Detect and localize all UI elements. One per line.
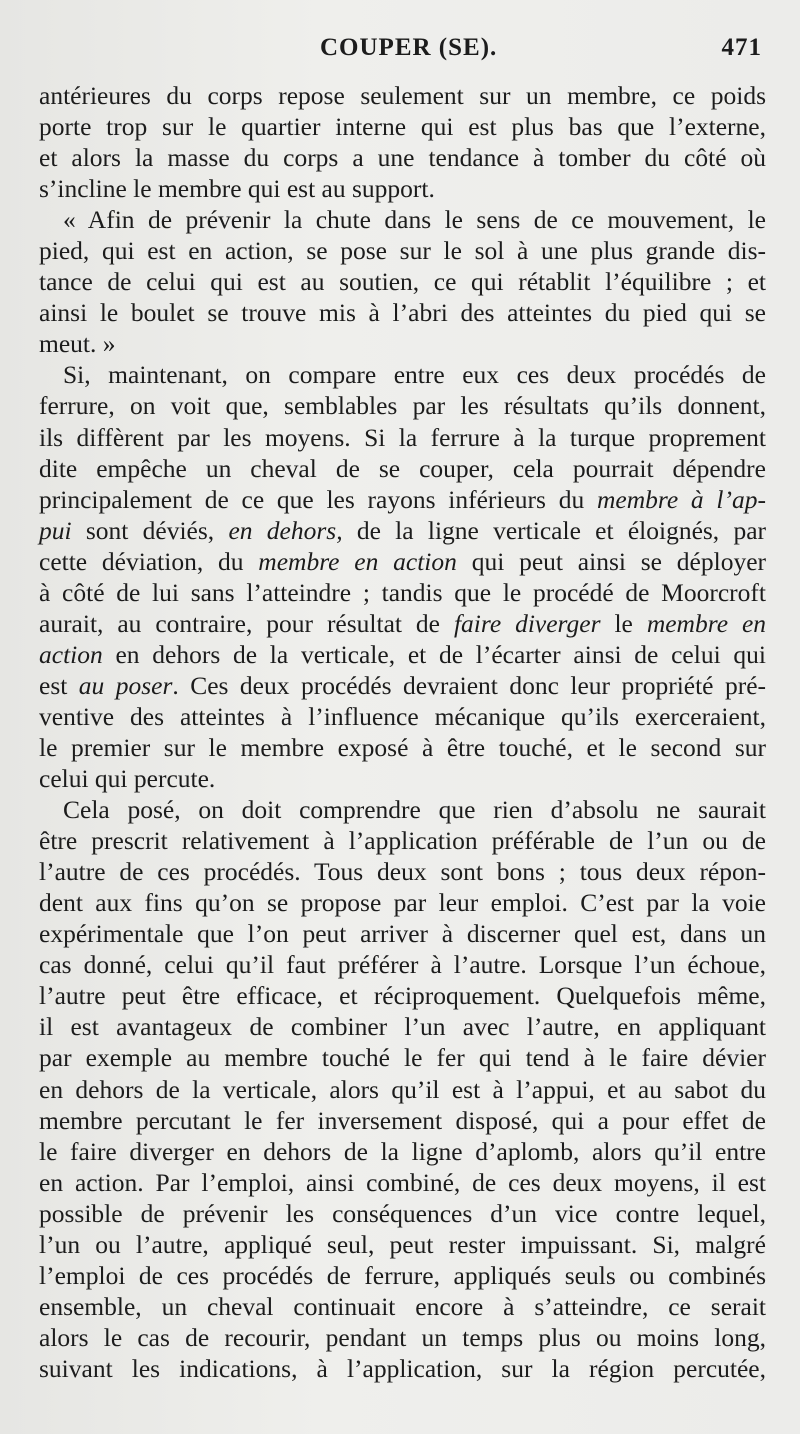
- text-line: [39, 546, 766, 577]
- text-segment: ferrure, on voit que, semblables par les résultats qu’ils donnent,: [39, 391, 766, 421]
- text-line: [39, 1136, 766, 1167]
- text-line: [39, 670, 766, 701]
- text-line: [39, 1198, 766, 1229]
- text-segment: et alors la masse du corps a une tendance à tomber du côté où: [39, 143, 766, 173]
- text-line: [39, 80, 766, 111]
- text-segment: . Ces deux procédés devraient donc leur propriété pré-: [172, 670, 767, 700]
- text-line: [39, 111, 766, 142]
- text-line: [39, 1353, 766, 1384]
- text-segment: l’autre peut être efficace, et réciproquement. Quelquefois même,: [39, 981, 766, 1011]
- text-segment: cas donné, celui qu’il faut préférer à l’autre. Lorsque l’un échoue,: [39, 950, 766, 980]
- italic-segment: membre à l’ap-: [596, 484, 766, 514]
- text-segment: le faire diverger en dehors de la ligne d’aplomb, alors qu’il entre: [39, 1136, 766, 1166]
- italic-segment: membre en: [646, 608, 767, 638]
- text-line: [39, 484, 766, 515]
- text-segment: cette déviation, du: [39, 546, 259, 576]
- text-line: [39, 825, 766, 856]
- text-segment: est: [39, 670, 79, 700]
- text-line: [39, 577, 766, 608]
- text-segment: suivant les indications, à l’application, sur la région percutée,: [39, 1353, 766, 1383]
- text-segment: de la ligne verticale et éloignés, par: [342, 515, 767, 545]
- text-line: [39, 1167, 766, 1198]
- text-segment: l’autre de ces procédés. Tous deux sont bons ; tous deux répon-: [39, 857, 766, 887]
- text-segment: sont déviés,: [71, 515, 229, 545]
- text-line: [39, 359, 766, 390]
- text-line: [39, 328, 766, 359]
- text-line: [39, 732, 766, 763]
- text-segment: l’emploi de ces procédés de ferrure, appliqués seuls ou combinés: [39, 1260, 766, 1290]
- text-line: [39, 1291, 766, 1322]
- text-line: [39, 453, 766, 484]
- text-line: [39, 1322, 766, 1353]
- text-line: [39, 515, 766, 546]
- text-segment: le premier sur le membre exposé à être touché, et le second sur: [39, 732, 766, 762]
- text-segment: tance de celui qui est au soutien, ce qui rétablit l’équilibre ; et: [39, 267, 766, 297]
- text-segment: dite empêche un cheval de se couper, cela pourrait dépendre: [39, 453, 766, 483]
- text-line: [39, 1074, 766, 1105]
- text-line: [39, 204, 766, 235]
- text-line: [39, 639, 766, 670]
- text-segment: expérimentale que l’on peut arriver à discerner quel est, dans un: [39, 919, 766, 949]
- text-segment: par exemple au membre touché le fer qui tend à le faire dévier: [39, 1043, 766, 1073]
- text-line: [39, 1260, 766, 1291]
- text-segment: celui qui percute.: [39, 764, 216, 794]
- text-segment: membre percutant le fer inversement disposé, qui a pour effet de: [39, 1105, 766, 1135]
- text-segment: Cela posé, on doit comprendre que rien d’absolu ne saurait: [63, 795, 766, 825]
- italic-segment: au poser: [78, 670, 173, 700]
- text-line: [39, 173, 766, 204]
- text-segment: qui peut ainsi se déployer: [456, 546, 767, 576]
- text-segment: en dehors de la verticale, alors qu’il est à l’appui, et au sabot du: [39, 1074, 766, 1104]
- text-line: [39, 701, 766, 732]
- text-line: [39, 1105, 766, 1136]
- text-line: [39, 980, 766, 1011]
- running-title: COUPER (SE).: [320, 34, 498, 61]
- text-line: [39, 266, 766, 297]
- text-segment: dent aux fins qu’on se propose par leur emploi. C’est par la voie: [39, 888, 766, 918]
- text-line: [39, 918, 766, 949]
- text-segment: ils diffèrent par les moyens. Si la ferrure à la turque proprement: [39, 422, 766, 452]
- text-segment: ainsi le boulet se trouve mis à l’abri des atteintes du pied qui se: [39, 298, 766, 328]
- text-line: [39, 608, 766, 639]
- text-segment: ventive des atteintes à l’influence mécanique qu’ils exerceraient,: [39, 701, 766, 731]
- page-header: [40, 26, 762, 66]
- text-segment: « Afin de prévenir la chute dans le sens de ce mouvement, le: [63, 205, 766, 235]
- italic-segment: en dehors,: [228, 515, 343, 545]
- text-segment: en dehors de la verticale, et de l’écarter ainsi de celui qui: [102, 639, 766, 669]
- text-segment: en action. Par l’emploi, ainsi combiné, de ces deux moyens, il est: [39, 1167, 766, 1197]
- italic-segment: pui: [39, 515, 72, 545]
- text-line: [39, 297, 766, 328]
- text-line: [39, 1229, 766, 1260]
- italic-segment: faire diverger: [453, 608, 601, 638]
- text-segment: possible de prévenir les conséquences d’un vice contre lequel,: [39, 1198, 766, 1228]
- text-segment: le: [600, 608, 647, 638]
- italic-segment: membre en action: [258, 546, 457, 576]
- text-line: [39, 422, 766, 453]
- text-segment: Si, maintenant, on compare entre eux ces deux procédés de: [63, 360, 766, 390]
- text-segment: meut. »: [39, 329, 116, 359]
- text-line: [39, 949, 766, 980]
- text-line: [39, 390, 766, 421]
- body-text: [39, 80, 766, 1384]
- page-number: 471: [721, 34, 762, 61]
- text-line: [39, 794, 766, 825]
- text-segment: s’incline le membre qui est au support.: [39, 174, 435, 204]
- text-segment: principalement de ce que les rayons inférieurs du: [39, 484, 597, 514]
- text-line: [39, 1042, 766, 1073]
- text-segment: ensemble, un cheval continuait encore à s’atteindre, ce serait: [39, 1291, 766, 1321]
- text-segment: pied, qui est en action, se pose sur le sol à une plus grande dis-: [39, 236, 766, 266]
- text-line: [39, 887, 766, 918]
- text-segment: antérieures du corps repose seulement sur un membre, ce poids: [39, 81, 766, 110]
- text-segment: l’un ou l’autre, appliqué seul, peut rester impuissant. Si, malgré: [39, 1229, 766, 1259]
- text-segment: porte trop sur le quartier interne qui est plus bas que l’externe,: [39, 112, 766, 142]
- text-segment: il est avantageux de combiner l’un avec l’autre, en appliquant: [39, 1012, 766, 1042]
- text-line: [39, 142, 766, 173]
- italic-segment: action: [39, 639, 103, 669]
- text-line: [39, 856, 766, 887]
- text-line: [39, 763, 766, 794]
- text-segment: être prescrit relativement à l’application préférable de l’un ou de: [39, 826, 766, 856]
- text-segment: aurait, au contraire, pour résultat de: [39, 608, 454, 638]
- text-line: [39, 235, 766, 266]
- text-segment: alors le cas de recourir, pendant un temps plus ou moins long,: [39, 1322, 766, 1352]
- text-segment: à côté de lui sans l’atteindre ; tandis que le procédé de Moorcroft: [39, 577, 766, 607]
- text-line: [39, 1011, 766, 1042]
